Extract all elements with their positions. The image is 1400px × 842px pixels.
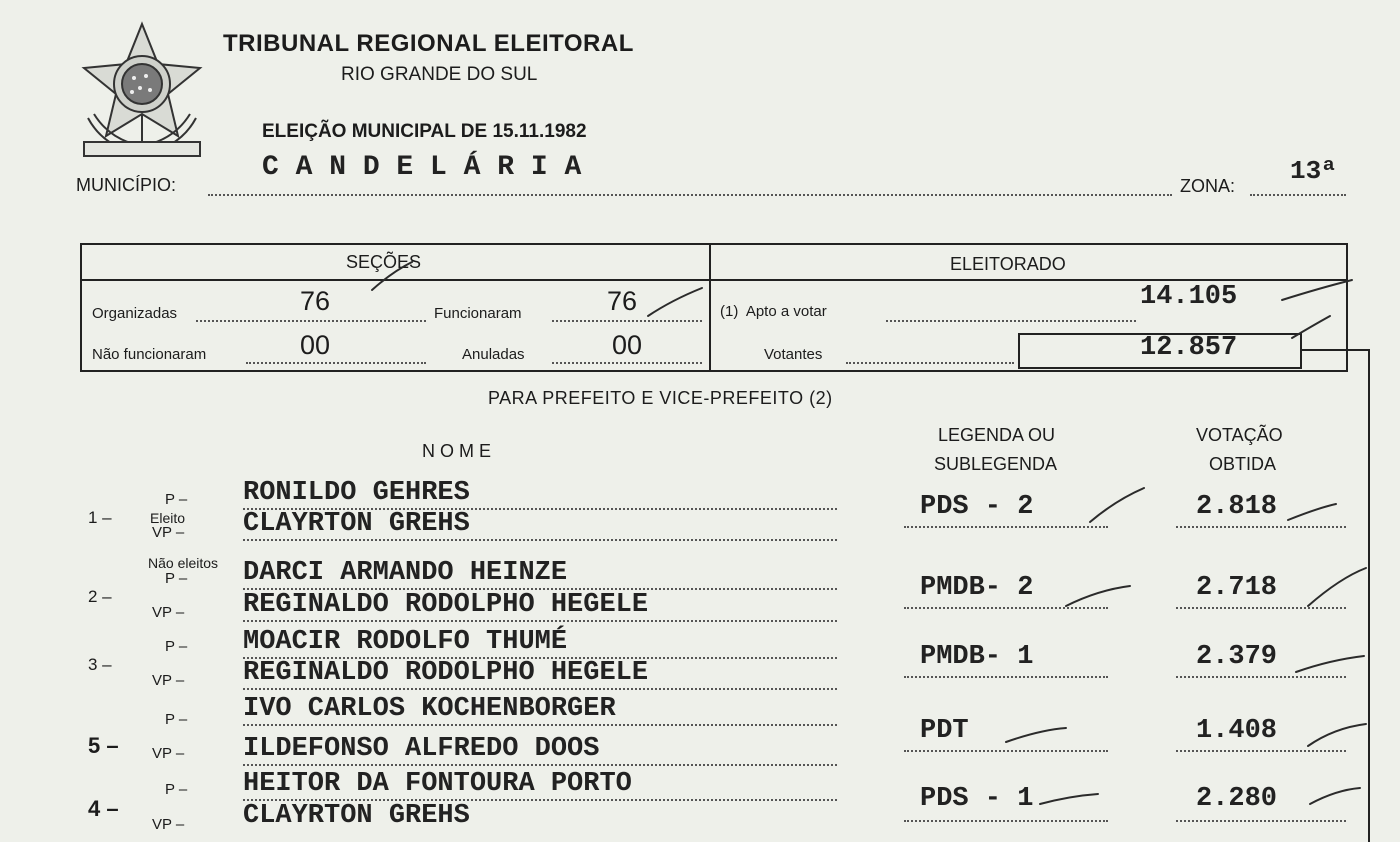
vice-name: CLAYRTON GREHS (243, 509, 470, 539)
legenda-value: PDT (920, 716, 969, 746)
organizadas-label: Organizadas (92, 305, 178, 322)
votantes-value: 12.857 (1140, 333, 1238, 363)
tribunal-title: TRIBUNAL REGIONAL ELEITORAL (223, 30, 634, 57)
tribunal-subtitle: RIO GRANDE DO SUL (341, 64, 538, 85)
p-label: P – (165, 781, 188, 798)
votos-value: 2.379 (1196, 642, 1278, 672)
zona-value: 13ª (1290, 156, 1337, 186)
funcionaram-value: 76 (607, 286, 638, 316)
row-number: 4 – (88, 796, 119, 821)
vice-name: CLAYRTON GREHS (243, 801, 470, 831)
row-number: 2 – (88, 587, 112, 606)
vp-label: VP – (152, 524, 185, 541)
col-votacao-header-2: OBTIDA (1209, 454, 1277, 474)
col-votacao-header-1: VOTAÇÃO (1196, 425, 1283, 445)
legenda-value: PMDB- 1 (920, 642, 1034, 672)
vp-label: VP – (152, 816, 185, 833)
prefeito-name: DARCI ARMANDO HEINZE (243, 558, 568, 588)
votos-value: 2.718 (1196, 573, 1278, 603)
votantes-label: Votantes (764, 346, 823, 363)
vice-name: REGINALDO RODOLPHO HEGELE (243, 658, 649, 688)
nao-funcionaram-value: 00 (300, 330, 331, 360)
organizadas-value: 76 (300, 286, 331, 316)
prefeito-name: MOACIR RODOLFO THUMÉ (243, 627, 568, 657)
anuladas-value: 00 (612, 330, 643, 360)
col-legenda-header-2: SUBLEGENDA (934, 454, 1058, 474)
apto-label: (1) Apto a votar (720, 303, 827, 320)
funcionaram-label: Funcionaram (434, 305, 522, 322)
prefeito-name: IVO CARLOS KOCHENBORGER (243, 694, 616, 724)
eleito-note: Eleito (150, 510, 186, 526)
p-label: P – (165, 570, 188, 587)
col-legenda-header-1: LEGENDA OU (938, 425, 1056, 445)
row-number: 1 – (88, 508, 112, 527)
apto-value: 14.105 (1140, 282, 1238, 312)
row-number: 5 – (88, 733, 119, 758)
prefeito-name: HEITOR DA FONTOURA PORTO (243, 769, 632, 799)
election-title: ELEIÇÃO MUNICIPAL DE 15.11.1982 (262, 121, 587, 142)
eleitorado-title: ELEITORADO (950, 254, 1066, 274)
legenda-value: PDS - 1 (920, 784, 1034, 814)
municipio-value: C A N D E L Á R I A (262, 152, 582, 183)
vp-label: VP – (152, 745, 185, 762)
vp-label: VP – (152, 672, 185, 689)
section-title: PARA PREFEITO E VICE-PREFEITO (2) (488, 388, 833, 408)
p-label: P – (165, 711, 188, 728)
p-label: P – (165, 491, 188, 508)
vp-label: VP – (152, 604, 185, 621)
col-nome-header: N O M E (422, 441, 492, 461)
municipio-label: MUNICÍPIO: (76, 175, 177, 195)
votos-value: 2.818 (1196, 492, 1278, 522)
zona-label: ZONA: (1180, 176, 1236, 196)
anuladas-label: Anuladas (462, 346, 525, 363)
row-number: 3 – (88, 655, 112, 674)
nao-funcionaram-label: Não funcionaram (92, 346, 207, 363)
p-label: P – (165, 638, 188, 655)
prefeito-name: RONILDO GEHRES (243, 478, 470, 508)
secoes-title: SEÇÕES (346, 252, 422, 272)
legenda-value: PMDB- 2 (920, 573, 1034, 603)
vice-name: REGINALDO RODOLPHO HEGELE (243, 590, 649, 620)
votos-value: 2.280 (1196, 784, 1278, 814)
vice-name: ILDEFONSO ALFREDO DOOS (243, 734, 600, 764)
votos-value: 1.408 (1196, 716, 1278, 746)
legenda-value: PDS - 2 (920, 492, 1034, 522)
nao-eleitos-note: Não eleitos (148, 555, 219, 571)
